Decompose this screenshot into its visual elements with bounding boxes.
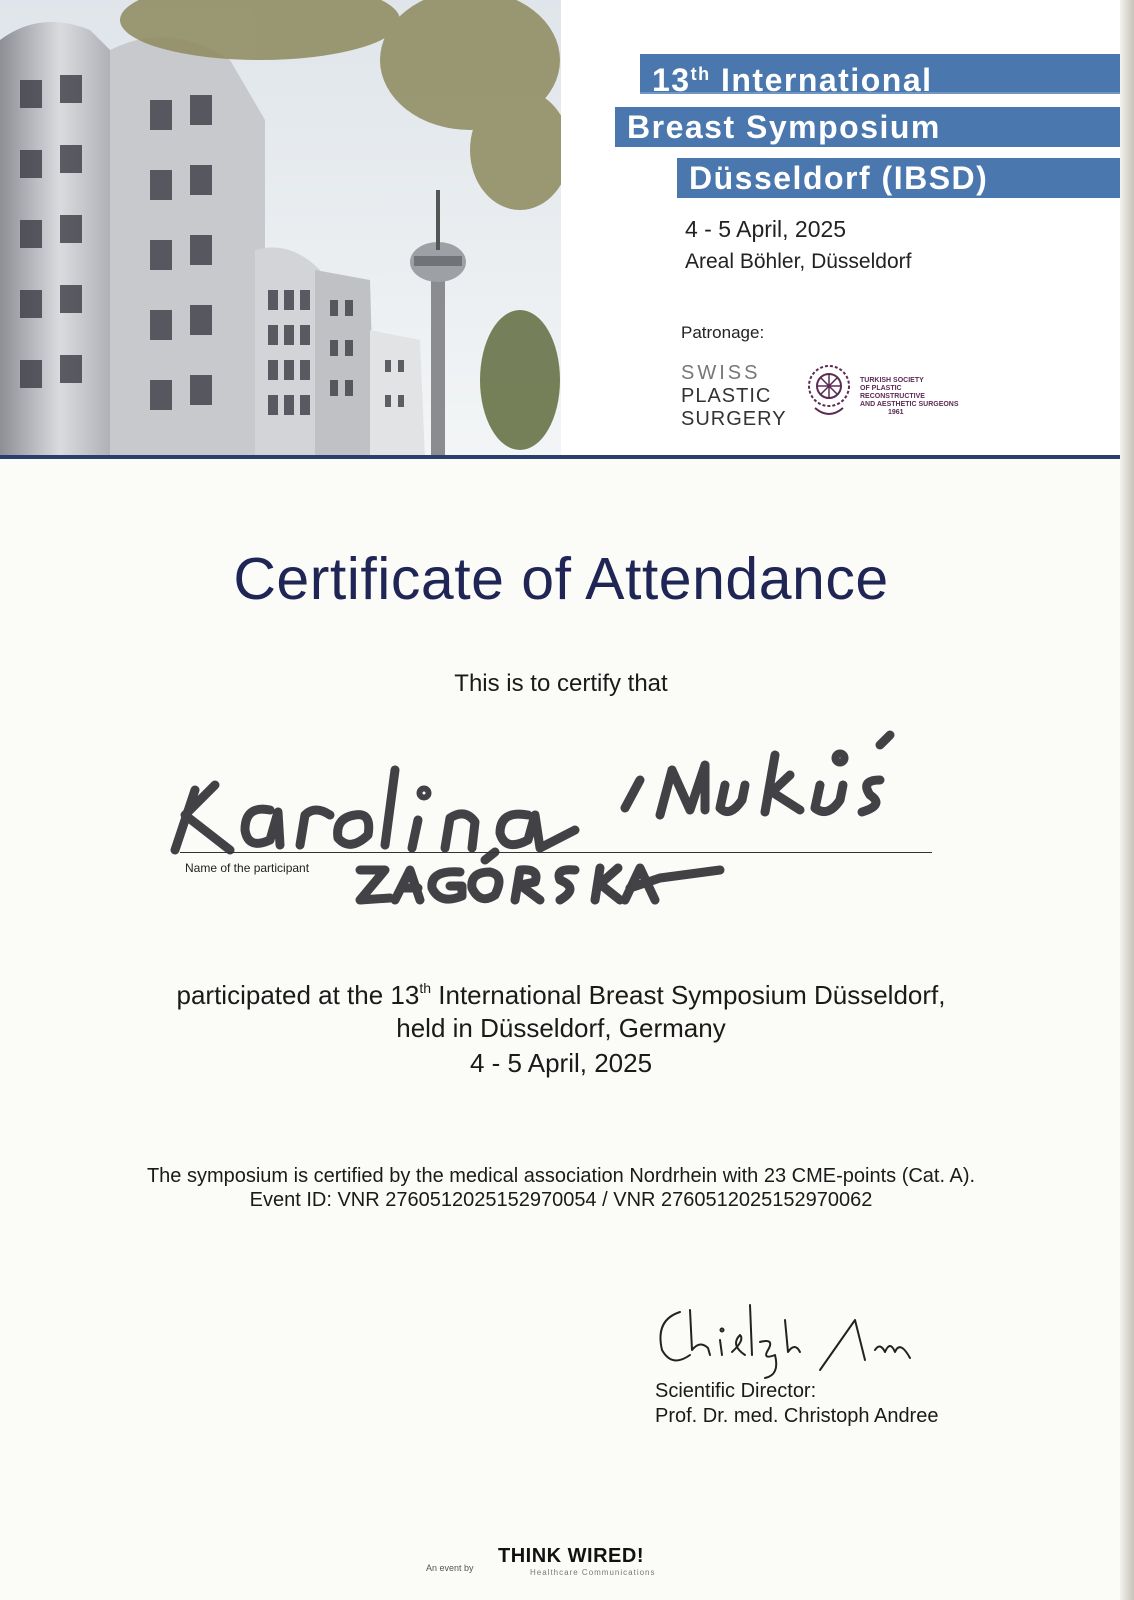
turkish-society-emblem-icon: [805, 358, 853, 422]
certify-text: This is to certify that: [454, 670, 668, 697]
think-wired-logo: THINK WIRED!: [498, 1545, 644, 1567]
event-title-band-2: Breast Symposium: [615, 107, 1132, 147]
event-id: Event ID: VNR 2760512025152970054 / VNR 2760512025152970062: [249, 1189, 873, 1211]
held-in-location: held in Düsseldorf, Germany: [396, 1013, 726, 1043]
event-title-band-1: 13th International: [640, 54, 1132, 94]
participant-name-line: [180, 852, 932, 853]
event-date: 4 - 5 April, 2025: [685, 216, 847, 242]
patronage-label: Patronage:: [681, 323, 765, 342]
director-signature: [650, 1300, 960, 1380]
director-name: Prof. Dr. med. Christoph Andree: [655, 1405, 939, 1427]
cme-certification-text: The symposium is certified by the medical association Nordrhein with 23 CME-points (Cat. A).: [146, 1165, 976, 1187]
participation-dates: 4 - 5 April, 2025: [469, 1048, 653, 1078]
header-photo: [0, 0, 561, 458]
turkish-society-name: TURKISH SOCIETY OF PLASTIC RECONSTRUCTIVE AND AESTHETIC SURGEONS 1961: [860, 377, 959, 416]
director-role: Scientific Director:: [655, 1380, 817, 1402]
think-wired-subtitle: Healthcare Communications: [530, 1568, 656, 1577]
an-event-by-label: An event by: [426, 1563, 474, 1573]
swiss-plastic-surgery-logo: SWISS PLASTIC SURGERY: [681, 362, 787, 430]
certificate-title: Certificate of Attendance: [233, 546, 889, 612]
participant-name-label: Name of the participant: [185, 861, 310, 875]
event-venue: Areal Böhler, Düsseldorf: [685, 250, 912, 273]
event-title-band-3: Düsseldorf (IBSD): [677, 158, 1132, 198]
participation-statement: participated at the 13th International Breast Symposium Düsseldorf,: [176, 980, 946, 1010]
header-divider: [0, 455, 1122, 459]
page-edge-shadow: [1120, 0, 1134, 1600]
